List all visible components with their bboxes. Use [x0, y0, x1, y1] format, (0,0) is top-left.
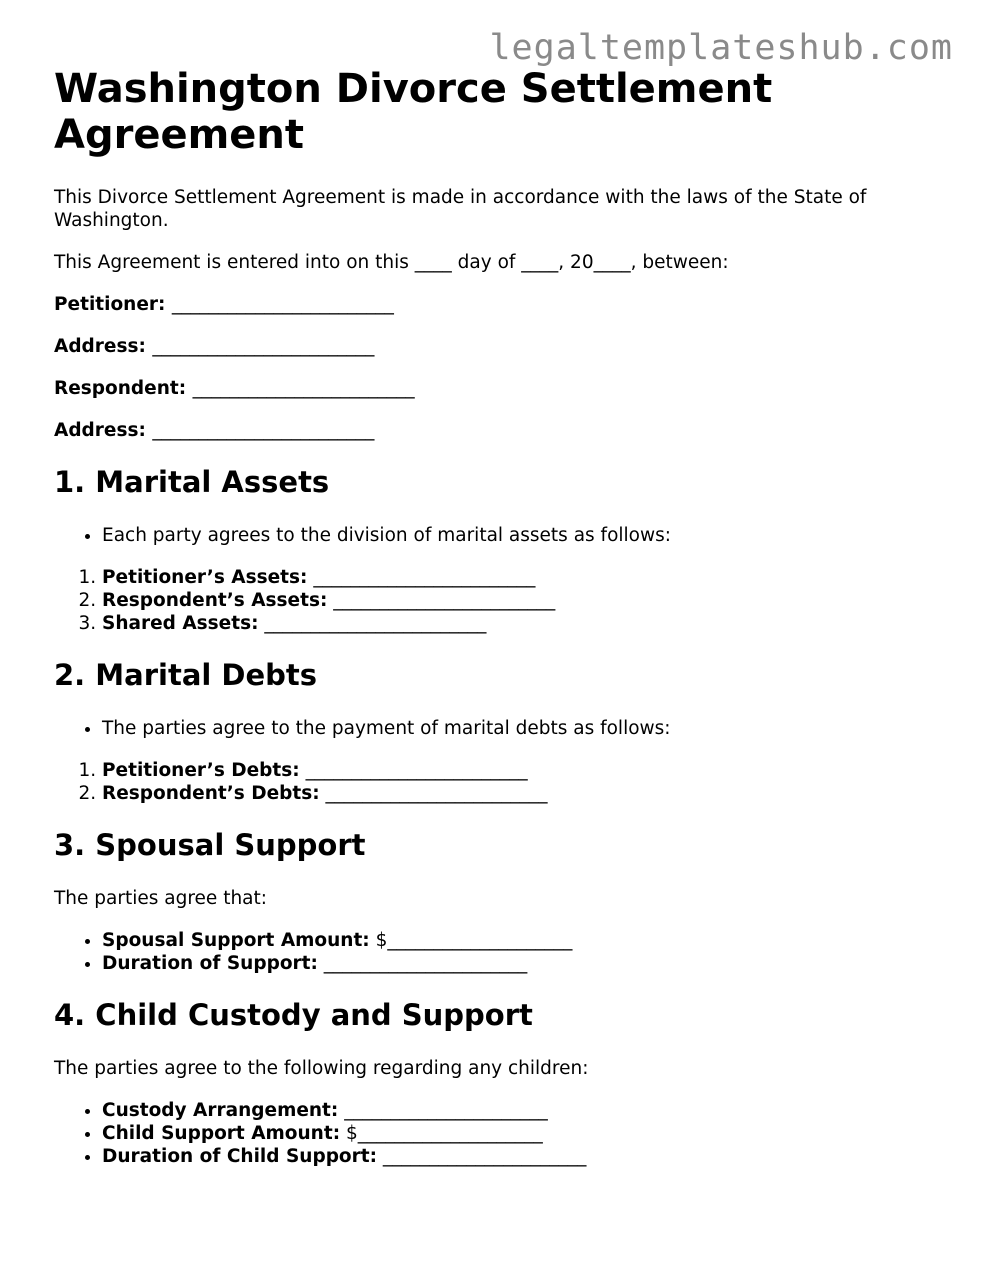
list-item: • Duration of Child Support: ______________________ [102, 1145, 934, 1168]
list-item: • Spousal Support Amount: $____________________ [102, 929, 934, 952]
field-label: Address: [54, 420, 146, 441]
section-heading-spousal-support: 3. Spousal Support [54, 828, 366, 862]
document-page [54, 66, 934, 1168]
marital-debts-bullets [54, 717, 934, 740]
petitioner-field [54, 293, 934, 316]
child-custody-intro: The parties agree to the following regarding any children: [54, 1058, 589, 1079]
document-title: Washington Divorce Settlement Agreement [54, 66, 773, 158]
petitioner-address-field [54, 335, 934, 358]
intro-paragraph: This Divorce Settlement Agreement is made in accordance with the laws of the State of Washington. [54, 187, 867, 231]
list-item: • Each party agrees to the division of marital assets as follows: [102, 524, 934, 547]
field-label: Petitioner: [54, 294, 166, 315]
watermark: legaltemplateshub.com [489, 28, 953, 68]
marital-assets-bullets [54, 524, 934, 547]
spousal-support-list [54, 929, 934, 975]
field-label: Respondent: [54, 378, 187, 399]
field-blank: ________________________ [192, 378, 415, 399]
list-item: • The parties agree to the payment of marital debts as follows: [102, 717, 934, 740]
respondent-address-field [54, 419, 934, 442]
section-heading-child-custody: 4. Child Custody and Support [54, 998, 533, 1032]
child-custody-list [54, 1099, 934, 1168]
list-item: 2. Respondent’s Debts: ________________________ [102, 782, 934, 805]
respondent-field [54, 377, 934, 400]
list-item: 2. Respondent’s Assets: ________________________ [102, 589, 934, 612]
list-item: 3. Shared Assets: ________________________ [102, 612, 934, 635]
list-item: 1. Petitioner’s Assets: ________________________ [102, 566, 934, 589]
spousal-support-intro: The parties agree that: [54, 888, 267, 909]
field-blank: ________________________ [152, 420, 375, 441]
list-item: • Custody Arrangement: ______________________ [102, 1099, 934, 1122]
section-heading-marital-debts: 2. Marital Debts [54, 658, 318, 692]
field-blank: ________________________ [171, 294, 394, 315]
section-heading-marital-assets: 1. Marital Assets [54, 465, 330, 499]
list-item: • Duration of Support: ______________________ [102, 952, 934, 975]
marital-debts-list [54, 759, 934, 805]
marital-assets-list [54, 566, 934, 635]
list-item: • Child Support Amount: $____________________ [102, 1122, 934, 1145]
field-label: Address: [54, 336, 146, 357]
field-blank: ________________________ [152, 336, 375, 357]
agreement-date-line: This Agreement is entered into on this ____ day of ____, 20____, between: [54, 252, 729, 273]
list-item: 1. Petitioner’s Debts: ________________________ [102, 759, 934, 782]
